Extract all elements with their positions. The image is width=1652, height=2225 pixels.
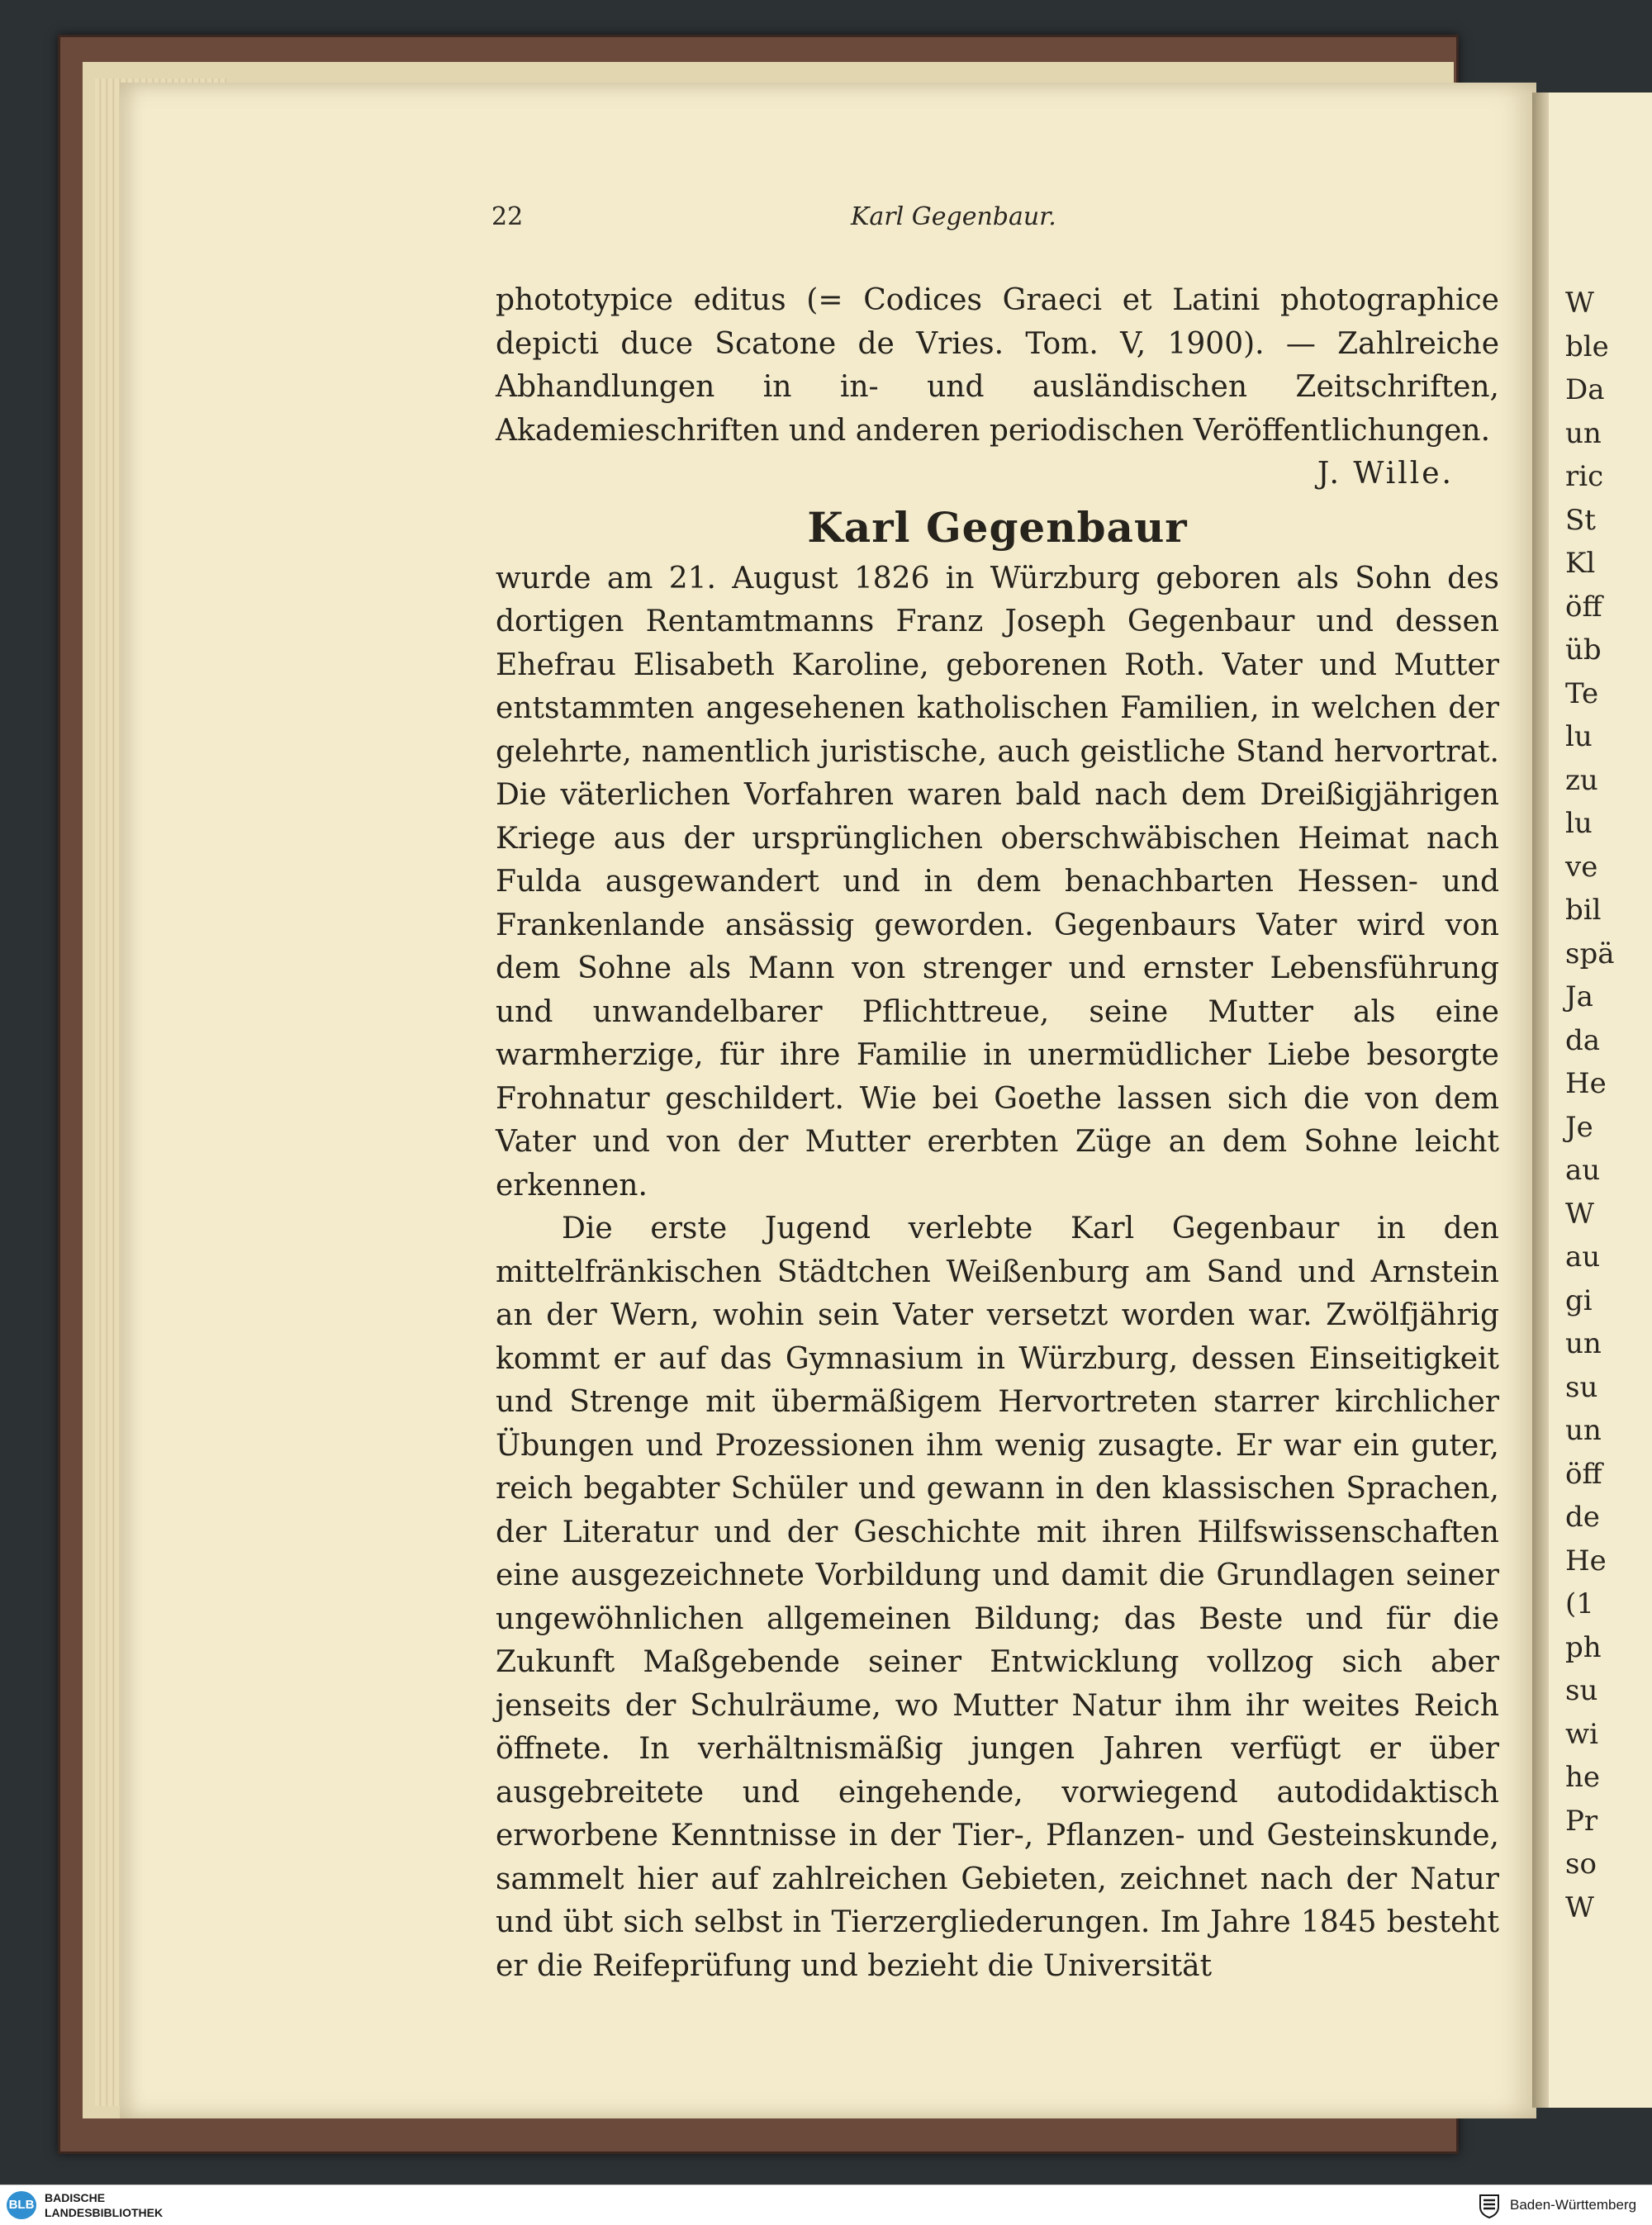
- previous-article-text: phototypice editus (= Codices Graeci et Latini photographice depicti duce Scatone de Vries. Tom. V, 1900). — Zahlreiche Abhandlungen in in- und ausländischen Zeitschriften, Akademieschriften und anderen periodischen Veröffentlichungen.: [496, 283, 1499, 448]
- blb-logo-icon[interactable]: BLB: [7, 2191, 36, 2219]
- article-paragraph: wurde am 21. August 1826 in Würzburg geboren als Sohn des dortigen Rentamtmanns Franz Joseph Gegenbaur und dessen Ehefrau Elisabeth Karoline, geborenen Roth. Vater und Mutter entstammten angesehenen katholischen Familien, in welchen der gelehrte, namentlich juristische, auch geistliche Stand hervortrat. Die väterlichen Vorfahren waren bald nach dem Dreißigjährigen Kriege aus der ursprünglichen oberschwäbischen Heimat nach Fulda ausgewandert und in dem benachbarten Hessen- und Frankenlande ansässig geworden. Gegenbaurs Vater wird von dem Sohne als Mann von strenger und ernster Lebensführung und unwandelbarer Pflichttreue, seine Mutter als eine warmherzige, für ihre Familie in unermüdlicher Liebe besorgte Frohnatur geschildert. Wie bei Goethe lassen sich die von dem Vater und von der Mutter ererbten Züge an dem Sohne leicht erkennen.: [496, 561, 1499, 1203]
- facing-page-fragment: W: [1565, 1197, 1594, 1231]
- facing-page-fragment: üb: [1565, 633, 1602, 667]
- facing-page-fragment: ric: [1565, 460, 1604, 493]
- facing-page-fragment: W: [1565, 287, 1594, 320]
- library-name-line1: BADISCHE: [45, 2191, 106, 2204]
- facing-page-fragment: Pr: [1565, 1804, 1598, 1838]
- facing-page-fragment: ph: [1565, 1630, 1602, 1664]
- library-name-line2: LANDESBIBLIOTHEK: [45, 2206, 164, 2219]
- facing-page-fragment: gi: [1565, 1283, 1593, 1317]
- facing-page-fragment: öff: [1565, 590, 1602, 624]
- facing-page-fragment: de: [1565, 1501, 1600, 1534]
- page-number: 22: [491, 202, 524, 231]
- facing-page-fragment: Je: [1565, 1110, 1593, 1144]
- facing-page-fragment: zu: [1565, 763, 1598, 797]
- facing-page-fragment: un: [1565, 1327, 1602, 1360]
- article-paragraph: Die erste Jugend verlebte Karl Gegenbaur in den mittelfränkischen Städtchen Weißenburg am Sand und Arnstein an der Wern, wohin sein Vater versetzt worden war. Zwölfjährig kommt er auf das Gymnasium in Würzburg, dessen Einseitigkeit und Strenge mit übermäßigem Hervortreten starrer kirchlicher Übungen und Prozessionen ihm wenig zusagte. Er war ein guter, reich begabter Schüler und gewann in den klassischen Sprachen, der Literatur und der Geschichte mit ihren Hilfswissenschaften eine ausgezeichnete Vorbildung und damit die Grundlagen seiner ungewöhnlichen allgemeinen Bildung; das Beste und für die Zukunft Maßgebende seiner Entwicklung vollzog sich aber jenseits der Schulräume, wo Mutter Natur ihm ihr weites Reich öffnete. In verhältnismäßig jungen Jahren verfügt er über ausgebreitete und eingehende, vorwiegend autodidaktisch erworbene Kenntnisse in der Tier-, Pflanzen- und Gesteinskunde, sammelt hier auf zahlreichen Gebieten, zeichnet nach der Natur und übt sich selbst in Tierzergliederungen. Im Jahre 1845 besteht er die Reifeprüfung und bezieht die Universität: [496, 1212, 1499, 1983]
- facing-page-fragment: Te: [1565, 676, 1599, 710]
- facing-page-fragment: wi: [1565, 1717, 1598, 1751]
- facing-page-fragment: He: [1565, 1544, 1607, 1577]
- facing-page-fragment: lu: [1565, 807, 1593, 840]
- page-header: [491, 202, 1099, 235]
- facing-page-fragment: su: [1565, 1370, 1598, 1404]
- facing-page-fragment: St: [1565, 503, 1596, 537]
- facing-page-fragment: da: [1565, 1023, 1601, 1057]
- page-text: [496, 279, 1499, 1988]
- facing-page-fragment: un: [1565, 1414, 1602, 1447]
- facing-page-fragment: He: [1565, 1067, 1607, 1100]
- facing-page: [1549, 93, 1652, 2108]
- facing-page-fragment: ve: [1565, 850, 1598, 884]
- partner-name[interactable]: Baden-Württemberg: [1510, 2197, 1637, 2213]
- facing-page-fragment: ble: [1565, 330, 1609, 363]
- facing-page-fragment: he: [1565, 1761, 1601, 1794]
- facing-page-fragment: su: [1565, 1674, 1598, 1707]
- facing-page-fragment: Da: [1565, 373, 1605, 406]
- facing-page-fragment: so: [1565, 1848, 1597, 1881]
- facing-page-fragment: W: [1565, 1891, 1594, 1924]
- author-signature: J. Wille.: [1317, 457, 1454, 491]
- footer-bar: [0, 2185, 1652, 2225]
- crest-icon: [1477, 2192, 1502, 2218]
- facing-page-fragment: lu: [1565, 720, 1593, 753]
- running-head: Karl Gegenbaur.: [851, 202, 1056, 231]
- facing-page-fragment: un: [1565, 416, 1602, 450]
- facing-page-fragment: bil: [1565, 894, 1602, 927]
- facing-page-fragment: öff: [1565, 1457, 1602, 1491]
- facing-page-fragment: spä: [1565, 937, 1615, 970]
- article-title: Karl Gegenbaur: [807, 502, 1188, 552]
- facing-page-fragment: au: [1565, 1241, 1601, 1274]
- facing-page-fragment: (1: [1565, 1587, 1594, 1620]
- facing-page-fragment: au: [1565, 1154, 1601, 1187]
- facing-page-fragment: Kl: [1565, 547, 1596, 580]
- facing-page-fragment: Ja: [1565, 980, 1593, 1013]
- library-name[interactable]: [45, 2190, 163, 2220]
- book-gutter: [1532, 93, 1549, 2108]
